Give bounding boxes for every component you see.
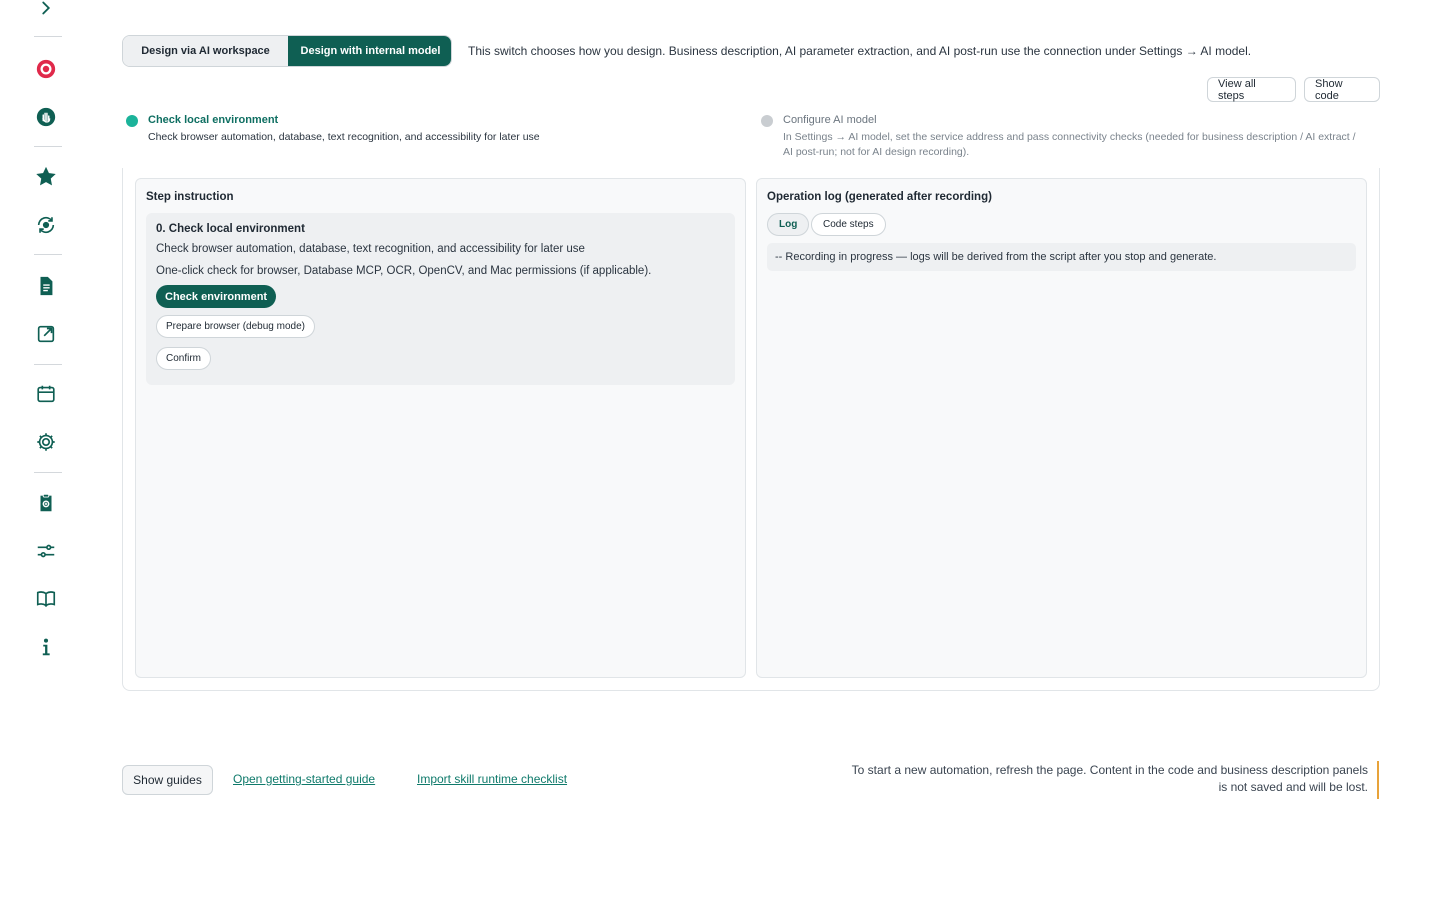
sidebar-item-manual[interactable] (30, 101, 62, 133)
panel-heading: Step instruction (146, 191, 234, 203)
instruction-step-title: 0. Check local environment (156, 223, 305, 235)
mode-switch-description: This switch chooses how you design. Business description, AI parameter extraction, and AI post-run use the connection under Settings → AI model. (468, 44, 1252, 58)
design-via-ai-workspace-option[interactable]: Design via AI workspace (123, 36, 288, 66)
sidebar-item-settings[interactable] (30, 426, 62, 458)
chevron-right-icon (35, 0, 57, 19)
check-environment-button[interactable]: Check environment (156, 285, 276, 308)
prepare-browser-button[interactable]: Prepare browser (debug mode) (156, 315, 315, 338)
tab-code-steps[interactable]: Code steps (811, 213, 886, 236)
sidebar-item-about[interactable] (30, 631, 62, 663)
instruction-summary: Check browser automation, database, text recognition, and accessibility for later use (156, 243, 585, 255)
hand-icon (35, 106, 57, 128)
info-icon (35, 636, 57, 658)
calendar-icon (35, 383, 57, 405)
step-title: Check local environment (148, 114, 279, 126)
panel-heading: Operation log (generated after recording) (767, 191, 992, 203)
step-status-dot (126, 115, 138, 127)
confirm-button[interactable]: Confirm (156, 347, 211, 370)
sidebar-item-record[interactable] (30, 53, 62, 85)
step-description: In Settings → AI model, set the service address and pass connectivity checks (needed for business description / AI extract / AI post-run; not for AI design recording). (783, 131, 1356, 158)
sidebar-item-guide[interactable] (30, 583, 62, 615)
step-status-dot (761, 115, 773, 127)
sidebar (0, 0, 92, 900)
sidebar-item-schedule[interactable] (30, 378, 62, 410)
external-link-icon (35, 323, 57, 345)
clipboard-icon (35, 492, 57, 514)
book-icon (35, 588, 57, 610)
document-icon (35, 275, 57, 297)
step-title: Configure AI model (783, 114, 877, 126)
sidebar-divider (34, 36, 62, 37)
sidebar-item-checklist[interactable] (30, 487, 62, 519)
sidebar-divider (34, 254, 62, 255)
instruction-card (146, 213, 735, 385)
tab-log[interactable]: Log (767, 213, 809, 236)
warning-accent-bar (1377, 761, 1379, 799)
sidebar-item-parameters[interactable] (30, 535, 62, 567)
sidebar-divider (34, 472, 62, 473)
design-with-internal-model-option[interactable]: Design with internal model (288, 36, 452, 66)
open-getting-started-guide-link[interactable]: Open getting-started guide (233, 772, 376, 786)
view-all-steps-button[interactable]: View all steps (1207, 77, 1296, 102)
expand-sidebar-button[interactable] (30, 0, 62, 24)
sidebar-item-skills[interactable] (30, 161, 62, 193)
instruction-detail: One-click check for browser, Database MCP, OCR, OpenCV, and Mac permissions (if applicable). (156, 265, 652, 277)
import-skill-runtime-checklist-link[interactable]: Import skill runtime checklist (417, 772, 568, 786)
design-mode-switch (122, 35, 452, 67)
sidebar-item-documents[interactable] (30, 270, 62, 302)
log-message: -- Recording in progress — logs will be derived from the script after you stop and generate. (767, 243, 1356, 271)
step-instruction-panel (135, 178, 746, 678)
settings-cycle-icon (35, 214, 57, 236)
sliders-icon (35, 540, 57, 562)
sidebar-divider (34, 364, 62, 365)
sidebar-item-export[interactable] (30, 318, 62, 350)
star-badge-icon (35, 166, 57, 188)
show-code-button[interactable]: Show code (1304, 77, 1380, 102)
step-description: Check browser automation, database, text recognition, and accessibility for later use (148, 131, 540, 143)
target-icon (35, 58, 57, 80)
sidebar-divider (34, 146, 62, 147)
operation-log-panel (756, 178, 1367, 678)
gear-icon (35, 431, 57, 453)
refresh-warning-note: To start a new automation, refresh the page. Content in the code and business description panels is not saved and will be lost. (851, 763, 1368, 794)
sidebar-item-runs[interactable] (30, 209, 62, 241)
show-guides-button[interactable]: Show guides (122, 765, 213, 795)
